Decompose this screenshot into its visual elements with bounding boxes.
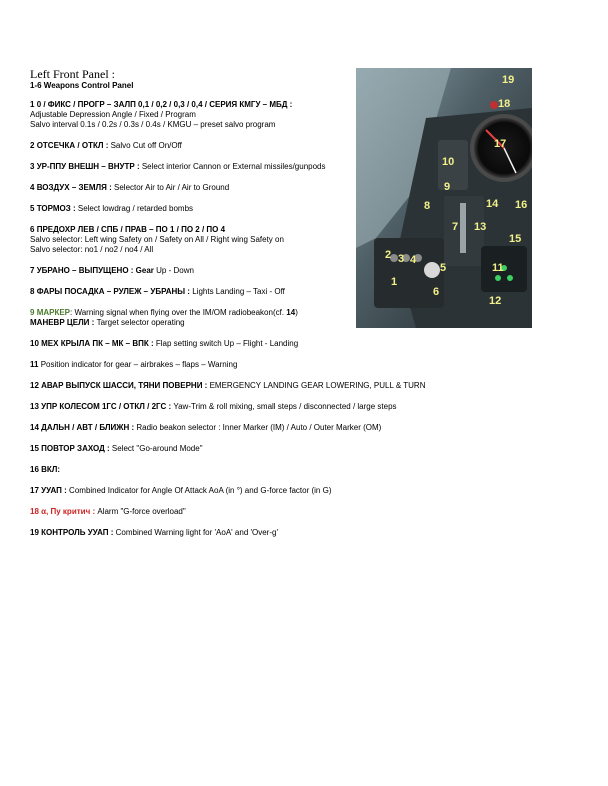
entry-number: 13 [30,402,39,411]
entry-desc: : Warning signal when flying over the IM/OM radiobeakon(cf. [70,308,285,317]
entry-desc: Selector Air to Air / Air to Ground [114,183,230,192]
entry-15 [30,444,450,454]
entry-12 [30,381,450,391]
entry-name: МЕХ КРЫЛА ПК – МК – ВПК : [41,339,154,348]
entry-number: 8 [30,287,35,296]
entry-number: 11 [30,360,39,369]
cockpit-illustration [356,68,532,328]
entry-number: 12 [30,381,39,390]
entry-19 [30,528,450,538]
entry-name: ВКЛ: [41,465,61,474]
entry-number: 2 [30,141,35,150]
page-title: Left Front Panel : [30,67,115,81]
entry-18 [30,507,450,517]
section-subtitle: 1-6 Weapons Control Panel [30,81,134,90]
entry-ref-close: ) [295,308,298,317]
entry-name: ВОЗДУХ – ЗЕМЛЯ : [36,183,112,192]
entry-name: α, Пу критич : [41,507,96,516]
entry-desc: Salvo Cut off On/Off [110,141,182,150]
entry-name: КОНТРОЛЬ УУАП : [41,528,114,537]
entry-desc: Lights Landing – Taxi - Off [192,287,285,296]
gear-lever [460,203,466,253]
photo-label-2: 2 [385,248,392,261]
entry-name: ТОРМОЗ : [36,204,76,213]
photo-label-16: 16 [515,198,528,211]
entry-desc: Combined Warning light for 'AoA' and 'Over-g' [115,528,278,537]
photo-label-14: 14 [486,197,499,210]
panel-switch [390,254,398,262]
entry-number: 19 [30,528,39,537]
gear-green-light [495,275,501,281]
entry-desc: Position indicator for gear – airbrakes – flaps – Warning [40,360,238,369]
entry-number: 9 [30,308,35,317]
entry-number: 1 [30,100,35,109]
photo-label-18: 18 [498,97,511,110]
photo-label-8: 8 [424,199,431,212]
entry-14 [30,423,450,433]
photo-label-19: 19 [502,73,515,86]
entry-number: 10 [30,339,39,348]
entry-11 [30,360,450,370]
entry-desc-2: Target selector operating [96,318,185,327]
entry-name: УПР КОЛЕСОМ 1ГС / ОТКЛ / 2ГС : [41,402,172,411]
entry-number: 14 [30,423,39,432]
warning-light [490,101,498,109]
entry-10 [30,339,450,349]
entry-number: 5 [30,204,35,213]
entry-name: УУАП : [41,486,67,495]
entry-desc: Alarm "G-force overload" [97,507,186,516]
entry-name: ПРЕДОХР ЛЕВ / СПБ / ПРАВ – ПО 1 / ПО 2 / ПО 4 [36,225,226,234]
entry-name: ПОВТОР ЗАХОД : [41,444,110,453]
entry-number: 4 [30,183,35,192]
photo-label-3: 3 [398,252,405,265]
entry-number: 17 [30,486,39,495]
entry-16 [30,465,450,475]
entry-desc: Adjustable Depression Angle / Fixed / Program [30,110,196,119]
entry-name-2: МАНЕВР ЦЕЛИ : [30,318,95,327]
entry-desc: Combined Indicator for Angle Of Attack AoA (in °) and G-force factor (in G) [69,486,332,495]
entry-desc-2: Salvo interval 0.1s / 0.2s / 0.3s / 0.4s / KMGU – preset salvo program [30,120,276,129]
entry-name: АВАР ВЫПУСК ШАССИ, ТЯНИ ПОВЕРНИ : [41,381,208,390]
entry-name: УР-ППУ ВНЕШН – ВНУТР : [36,162,140,171]
weapons-selector-knob [424,262,440,278]
photo-label-1: 1 [391,275,398,288]
entry-number: 3 [30,162,35,171]
photo-label-11: 11 [492,261,504,274]
entry-number: 6 [30,225,35,234]
entry-17 [30,486,450,496]
cockpit-panel-photo [356,68,532,328]
entry-name: 0 / ФИКС / ПРОГР – ЗАЛП 0,1 / 0,2 / 0,3 / 0,4 / СЕРИЯ КМГУ – МБД : [36,100,293,109]
photo-label-7: 7 [452,220,459,233]
photo-label-17: 17 [494,137,507,150]
photo-label-9: 9 [444,180,451,193]
entry-name: МАРКЕР [36,308,71,317]
photo-label-13: 13 [474,220,487,233]
entry-name: ФАРЫ ПОСАДКА – РУЛЕЖ – УБРАНЫ : [36,287,190,296]
entry-ref: 14 [286,308,296,317]
photo-label-4: 4 [410,253,417,266]
entry-desc: Yaw-Trim & roll mixing, small steps / disconnected / large steps [173,402,397,411]
gear-green-light [507,275,513,281]
entry-number: 7 [30,266,35,275]
entry-desc: Select interior Cannon or External missiles/gunpods [141,162,326,171]
entry-13 [30,402,450,412]
entry-name: ОТСЕЧКА / ОТКЛ : [36,141,109,150]
photo-label-10: 10 [442,155,455,168]
entry-desc: Radio beakon selector : Inner Marker (IM) / Auto / Outer Marker (OM) [136,423,382,432]
entry-number: 15 [30,444,39,453]
entry-desc-2: Salvo selector: no1 / no2 / no4 / All [30,245,154,254]
entry-name: УБРАНО – ВЫПУЩЕНО : [36,266,134,275]
entry-desc: EMERGENCY LANDING GEAR LOWERING, PULL & TURN [209,381,426,390]
entry-desc: Salvo selector: Left wing Safety on / Safety on All / Right wing Safety on [30,235,284,244]
entry-desc: Up - Down [156,266,194,275]
entry-keyword: Gear [135,266,154,275]
photo-label-12: 12 [489,294,502,307]
entry-name: ДАЛЬН / АВТ / БЛИЖН : [41,423,135,432]
photo-label-5: 5 [440,261,447,274]
photo-label-6: 6 [433,285,440,298]
entry-desc: Flap setting switch Up – Flight - Landing [155,339,299,348]
entry-number: 16 [30,465,39,474]
entry-number: 18 [30,507,39,516]
entry-desc: Select "Go-around Mode" [111,444,203,453]
entry-desc: Select lowdrag / retarded bombs [77,204,194,213]
photo-label-15: 15 [509,232,522,245]
